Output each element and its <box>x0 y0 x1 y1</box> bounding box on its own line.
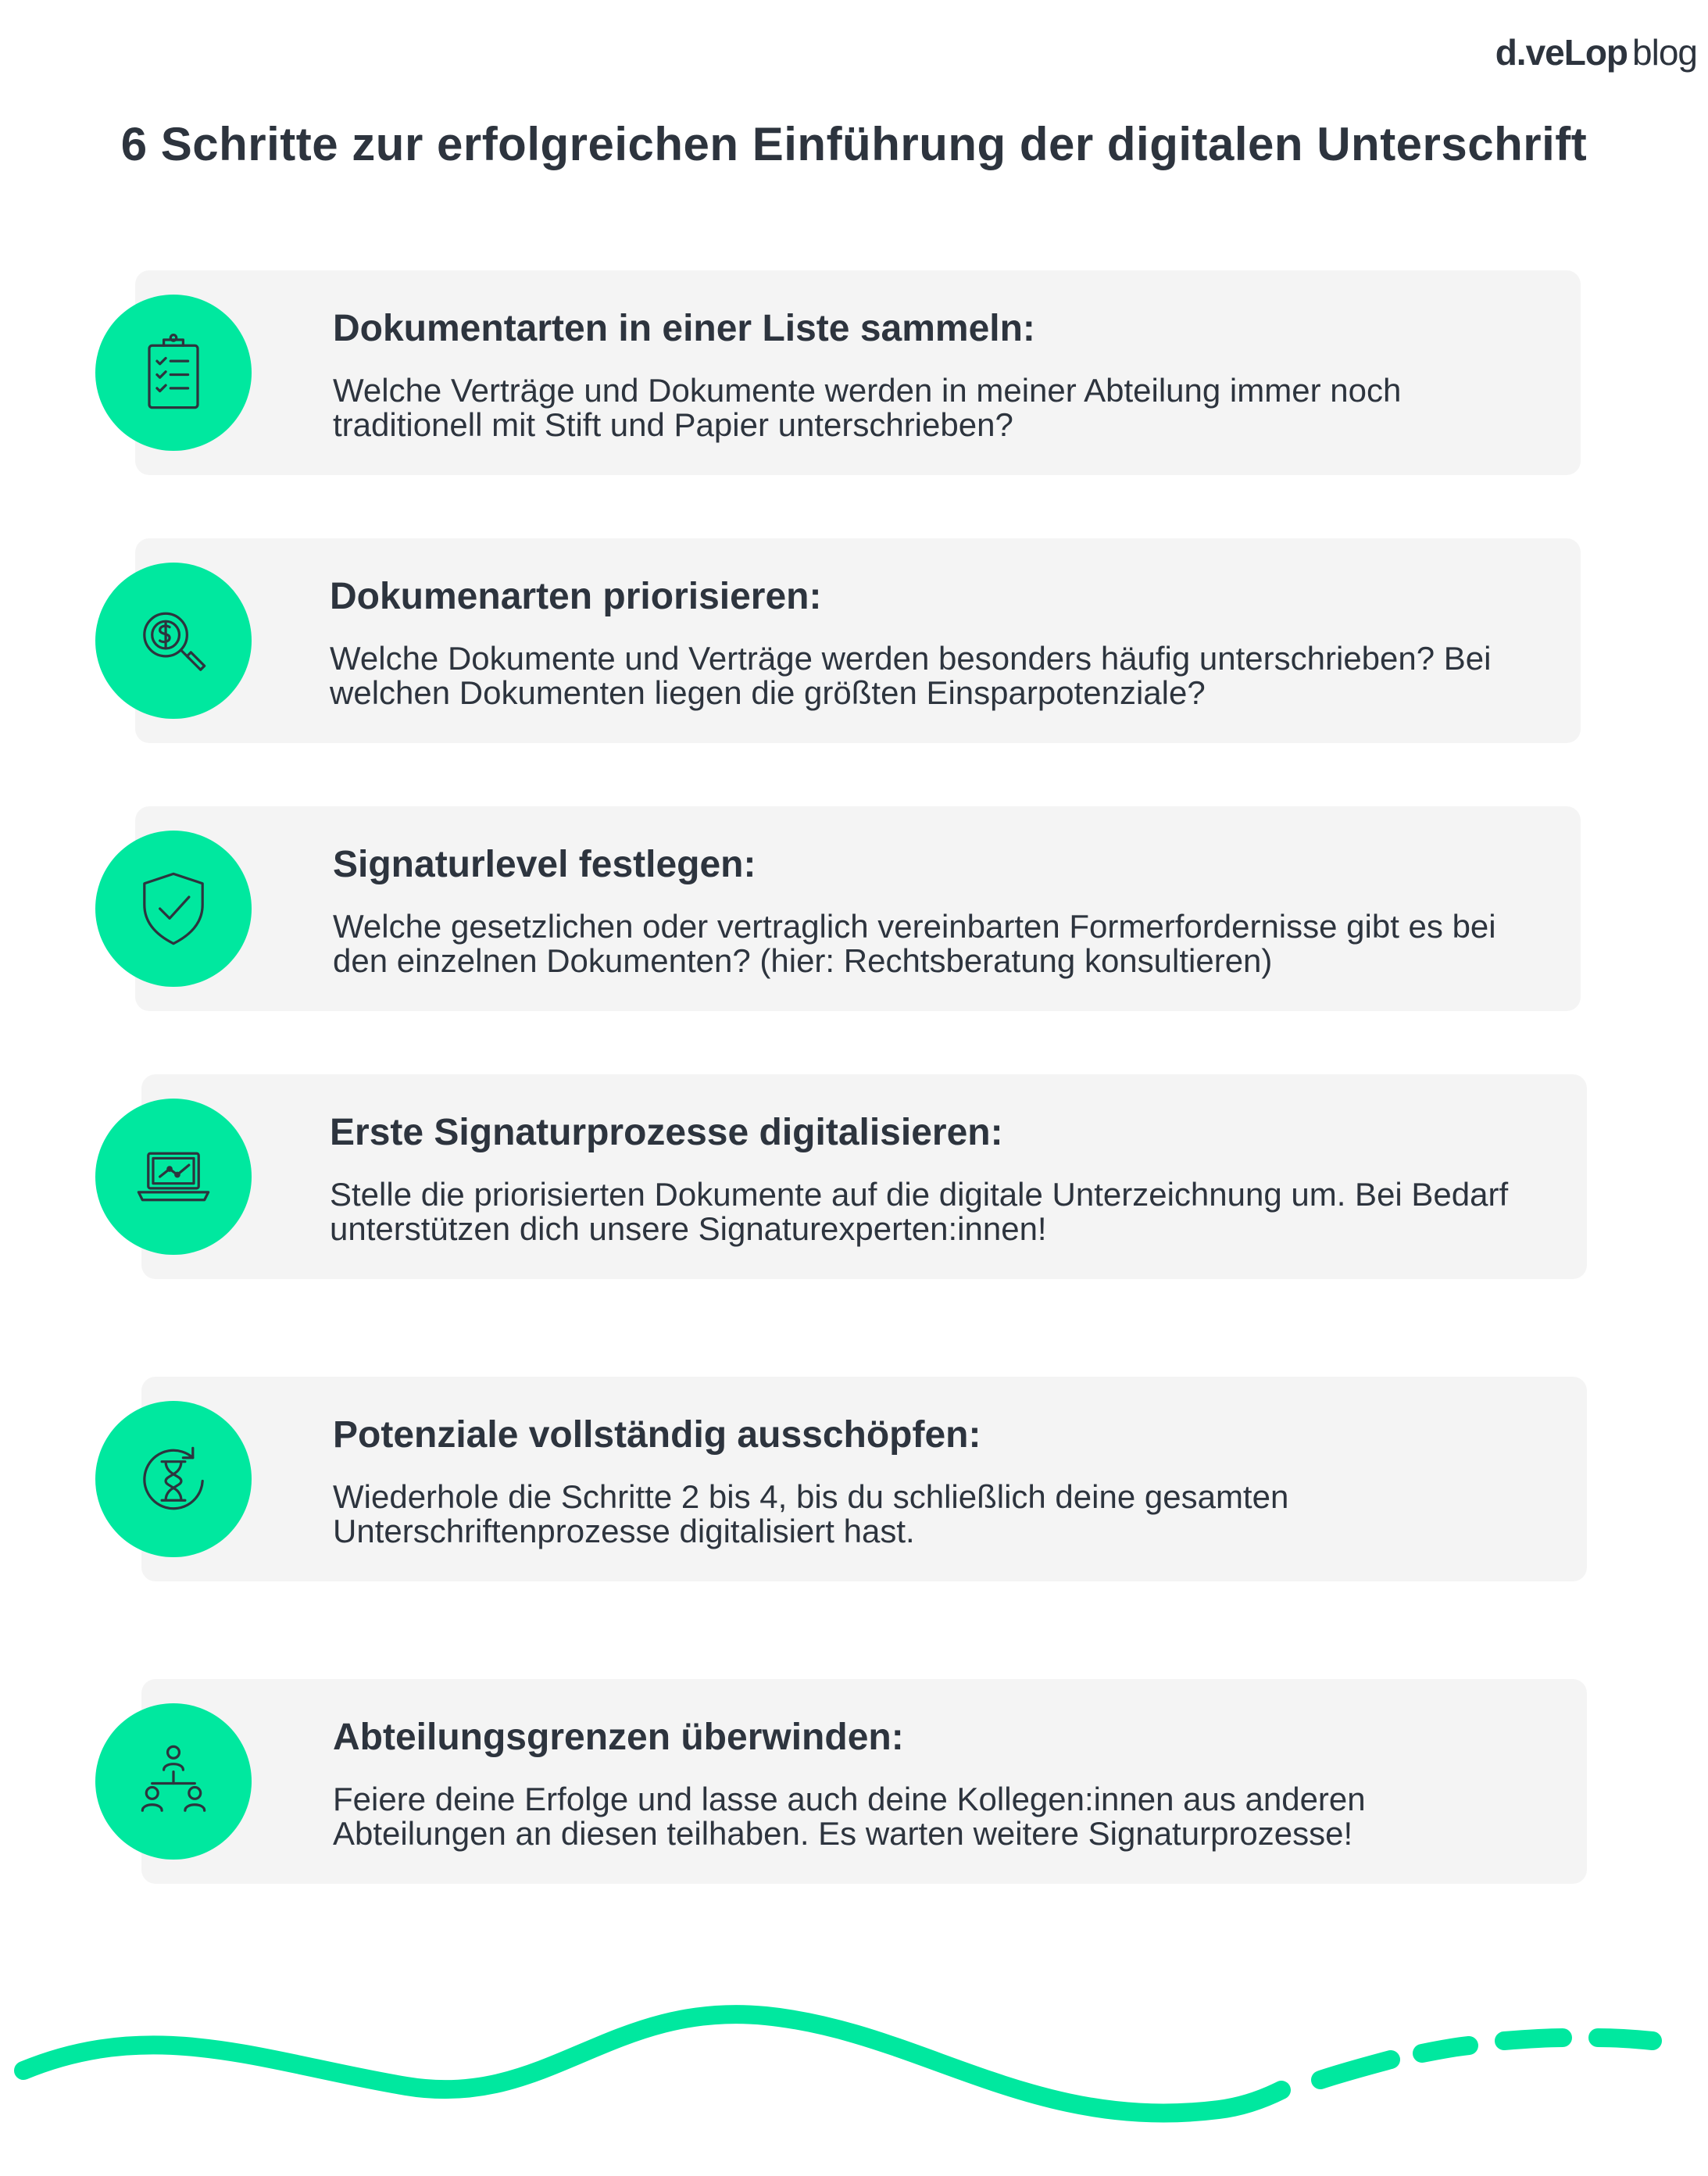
team-hierarchy-icon <box>125 1733 222 1830</box>
step-description: Welche Dokumente und Verträge werden besonders häufig unterschrieben? Bei welchen Dokumenten liegen die größten Einsparpotenziale? <box>330 640 1492 711</box>
decorative-wave <box>0 1953 1708 2172</box>
step-description: Feiere deine Erfolge und lasse auch deine Kollegen:innen aus anderen Abteilungen an diesen teilhaben. Es warten weitere Signaturprozesse! <box>333 1781 1366 1852</box>
step-icon-circle <box>95 831 252 987</box>
step-icon-circle <box>95 563 252 719</box>
step-description: Welche Verträge und Dokumente werden in meiner Abteilung immer noch traditionell mit Stift und Papier unterschrieben? <box>333 372 1402 443</box>
step-icon-circle <box>95 295 252 451</box>
logo-suffix: blog <box>1632 32 1697 73</box>
step-description: Stelle die priorisierten Dokumente auf die digitale Unterzeichnung um. Bei Bedarf unterstützen dich unsere Signaturexperten:innen! <box>330 1176 1509 1247</box>
page-title: 6 Schritte zur erfolgreichen Einführung der digitalen Unterschrift <box>120 118 1588 170</box>
step-title: Abteilungsgrenzen überwinden: <box>333 1717 904 1758</box>
shield-check-icon <box>125 860 222 957</box>
step-title: Potenziale vollständig ausschöpfen: <box>333 1414 981 1456</box>
blog-logo <box>1495 31 1697 73</box>
step-description: Welche gesetzlichen oder vertraglich vereinbarten Formerfordernisse gibt es bei den einzelnen Dokumenten? (hier: Rechtsberatung konsultieren) <box>333 908 1496 979</box>
step-title: Erste Signaturprozesse digitalisieren: <box>330 1112 1003 1153</box>
clipboard-checklist-icon <box>125 324 222 421</box>
logo-brand: d.veLop <box>1495 32 1628 73</box>
step-title: Dokumentarten in einer Liste sammeln: <box>333 308 1035 349</box>
laptop-chart-icon <box>125 1128 222 1225</box>
step-icon-circle <box>95 1703 252 1860</box>
step-description: Wiederhole die Schritte 2 bis 4, bis du schließlich deine gesamten Unterschriftenprozesse digitalisiert hast. <box>333 1478 1289 1549</box>
step-title: Dokumenarten priorisieren: <box>330 576 822 617</box>
step-icon-circle <box>95 1401 252 1557</box>
step-icon-circle <box>95 1099 252 1255</box>
dollar-search-icon <box>125 592 222 689</box>
hourglass-cycle-icon <box>125 1431 222 1527</box>
step-title: Signaturlevel festlegen: <box>333 844 756 885</box>
